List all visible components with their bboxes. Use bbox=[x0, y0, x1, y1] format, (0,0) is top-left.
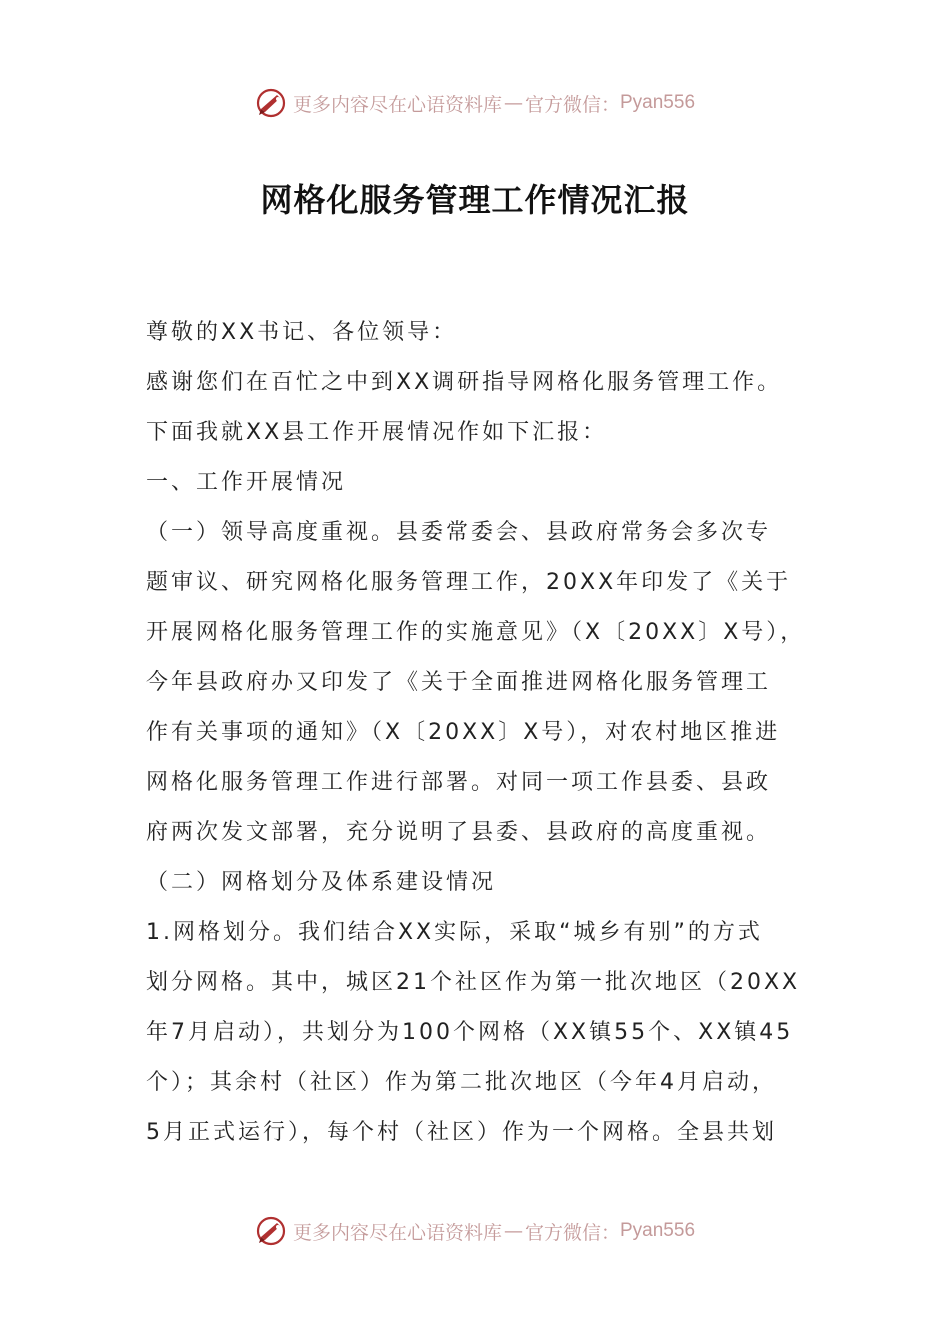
body-line: 感谢您们在百忙之中到XX调研指导网格化服务管理工作。 bbox=[146, 370, 783, 395]
watermark-dash: — bbox=[503, 1220, 523, 1242]
body-line: 划分网格。其中，城区21个社区作为第一批次地区（20XX bbox=[146, 970, 801, 995]
subsection-heading: （二）网格划分及体系建设情况 bbox=[146, 870, 497, 895]
body-line: 1.网格划分。我们结合XX实际，采取“城乡有别”的方式 bbox=[146, 920, 763, 945]
watermark-main-text: 更多内容尽在心语资料库 bbox=[292, 93, 502, 116]
pen-logo-icon bbox=[255, 87, 287, 119]
body-line: 5月正式运行），每个村（社区）作为一个网格。全县共划 bbox=[146, 1120, 777, 1145]
body-line: （一）领导高度重视。县委常委会、县政府常务会多次专 bbox=[146, 520, 772, 545]
watermark-label: 官方微信： bbox=[524, 93, 620, 116]
watermark-wechat-id: Pyan556 bbox=[620, 92, 696, 113]
body-line: 府两次发文部署，充分说明了县委、县政府的高度重视。 bbox=[146, 820, 772, 845]
watermark-wechat-id: Pyan556 bbox=[620, 1220, 696, 1241]
document-body bbox=[146, 308, 808, 1158]
watermark-header bbox=[0, 83, 950, 123]
watermark-footer bbox=[0, 1211, 950, 1251]
watermark-main-text: 更多内容尽在心语资料库 bbox=[292, 1221, 502, 1244]
body-line: 作有关事项的通知》（X〔20XX〕X号），对农村地区推进 bbox=[146, 720, 781, 745]
body-line: 题审议、研究网格化服务管理工作，20XX年印发了《关于 bbox=[146, 570, 792, 595]
section-heading: 一、工作开展情况 bbox=[146, 470, 347, 495]
body-line: 今年县政府办又印发了《关于全面推进网格化服务管理工 bbox=[146, 670, 772, 695]
body-line: 下面我就XX县工作开展情况作如下汇报： bbox=[146, 420, 608, 445]
document-title: 网格化服务管理工作情况汇报 bbox=[260, 181, 690, 219]
salutation-line: 尊敬的XX书记、各位领导： bbox=[146, 320, 458, 345]
watermark-label: 官方微信： bbox=[524, 1221, 620, 1244]
body-line: 个）；其余村（社区）作为第二批次地区（今年4月启动， bbox=[146, 1070, 777, 1095]
body-line: 网格化服务管理工作进行部署。对同一项工作县委、县政 bbox=[146, 770, 772, 795]
pen-logo-icon bbox=[255, 1215, 287, 1247]
body-line: 开展网格化服务管理工作的实施意见》（X〔20XX〕X号）， bbox=[146, 620, 806, 645]
body-line: 年7月启动），共划分为100个网格（XX镇55个、XX镇45 bbox=[146, 1020, 794, 1045]
watermark-dash: — bbox=[503, 92, 523, 114]
